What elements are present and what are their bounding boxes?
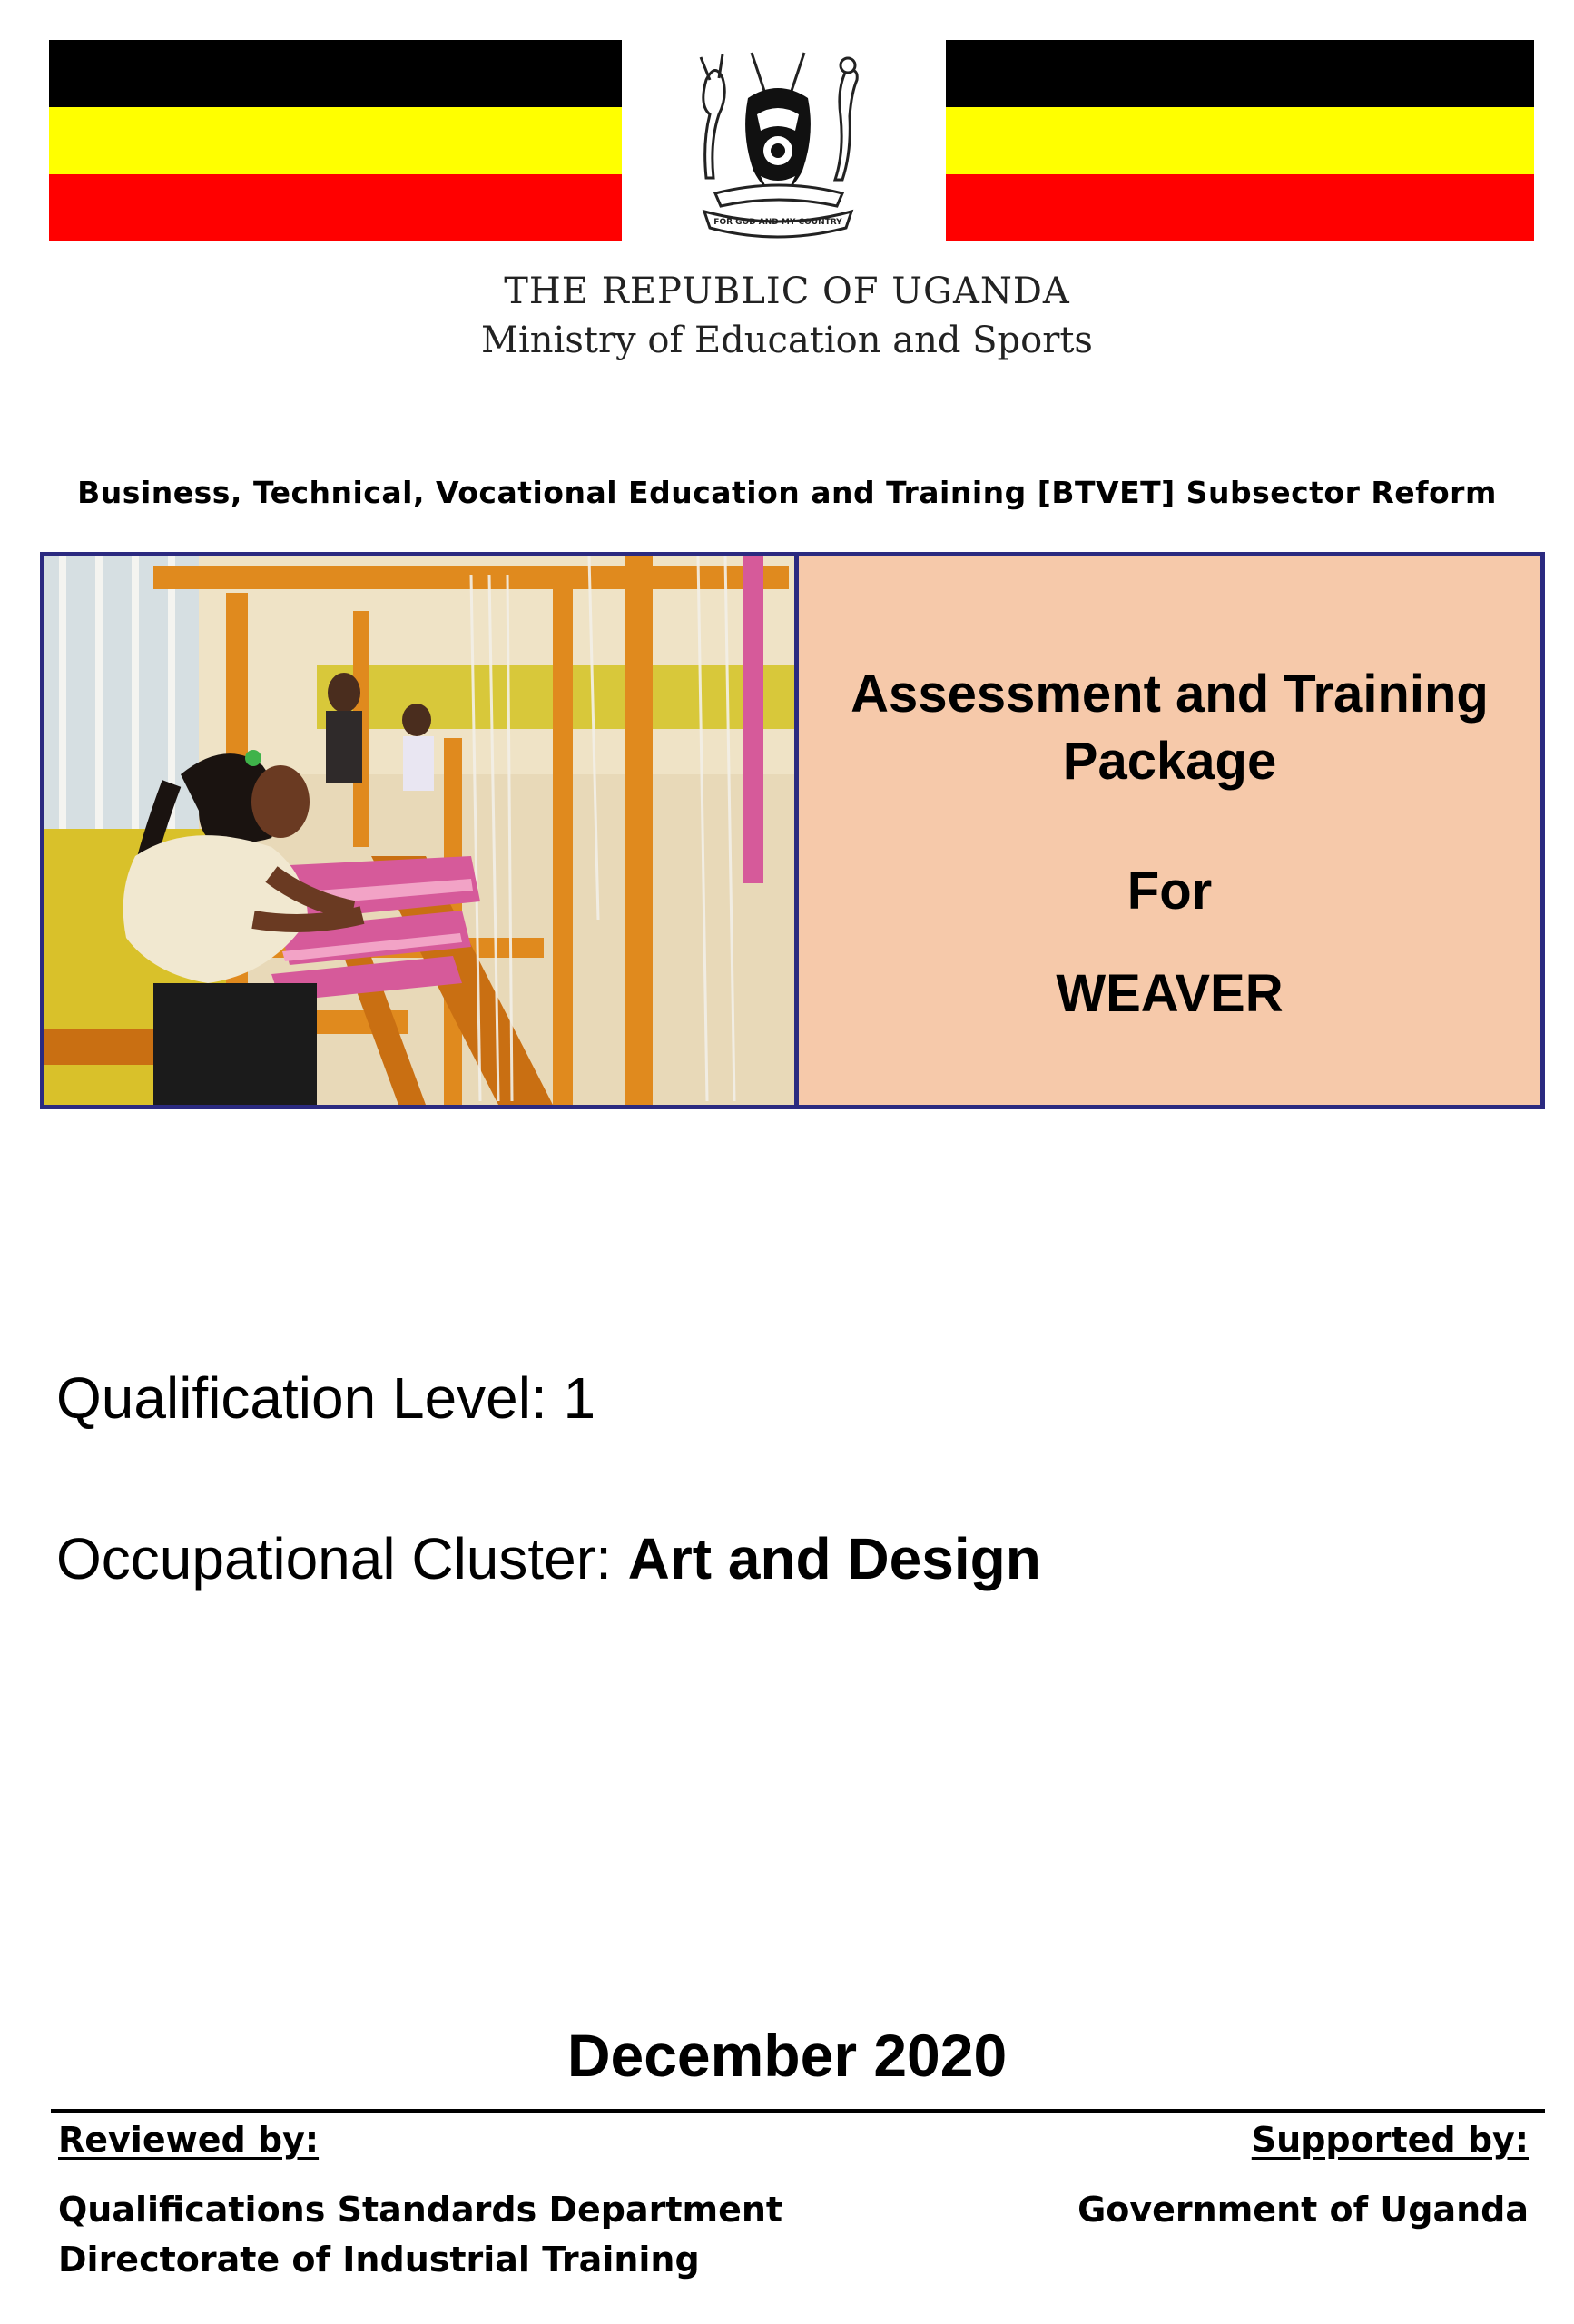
coat-of-arms-icon <box>679 44 877 239</box>
package-title-line1: Assessment and Training <box>851 665 1489 724</box>
flag-band-yellow <box>49 107 622 174</box>
flag-band-red <box>49 174 622 241</box>
publication-date: December 2020 <box>566 2022 1008 2089</box>
occupational-cluster-value: Art and Design <box>627 1526 1041 1591</box>
flag-band-yellow <box>946 107 1534 174</box>
uganda-flag-left <box>49 40 622 241</box>
motto-text: FOR GOD AND MY COUNTRY <box>713 218 842 227</box>
occupational-cluster-label: Occupational Cluster: <box>56 1526 612 1591</box>
flag-band-red <box>946 174 1534 241</box>
flag-band-black <box>946 40 1534 107</box>
republic-title: THE REPUBLIC OF UGANDA <box>504 271 1070 312</box>
weaving-photo <box>44 556 799 1105</box>
reviewer-department: Qualifications Standards Department <box>58 2190 783 2230</box>
qualification-level: Qualification Level: 1 <box>56 1365 596 1431</box>
package-title-line2: Package <box>1062 732 1277 791</box>
package-title <box>799 661 1540 795</box>
flag-band-black <box>49 40 622 107</box>
supporter-name: Government of Uganda <box>1077 2190 1529 2230</box>
reviewed-by-label: Reviewed by: <box>58 2120 320 2160</box>
cover-title-panel <box>799 556 1540 1105</box>
reform-heading: Business, Technical, Vocational Education and Training [BTVET] Subsector Reform <box>77 475 1497 510</box>
supported-by-label: Supported by: <box>1251 2120 1529 2160</box>
reviewer-directorate: Directorate of Industrial Training <box>58 2240 700 2280</box>
uganda-flag-right <box>946 40 1534 241</box>
cover-box <box>40 552 1545 1109</box>
for-label: For <box>1126 862 1213 921</box>
occupation-title: WEAVER <box>1056 964 1284 1023</box>
ministry-name: Ministry of Education and Sports <box>481 320 1093 361</box>
occupational-cluster <box>56 1525 1041 1592</box>
footer-divider <box>51 2109 1545 2113</box>
